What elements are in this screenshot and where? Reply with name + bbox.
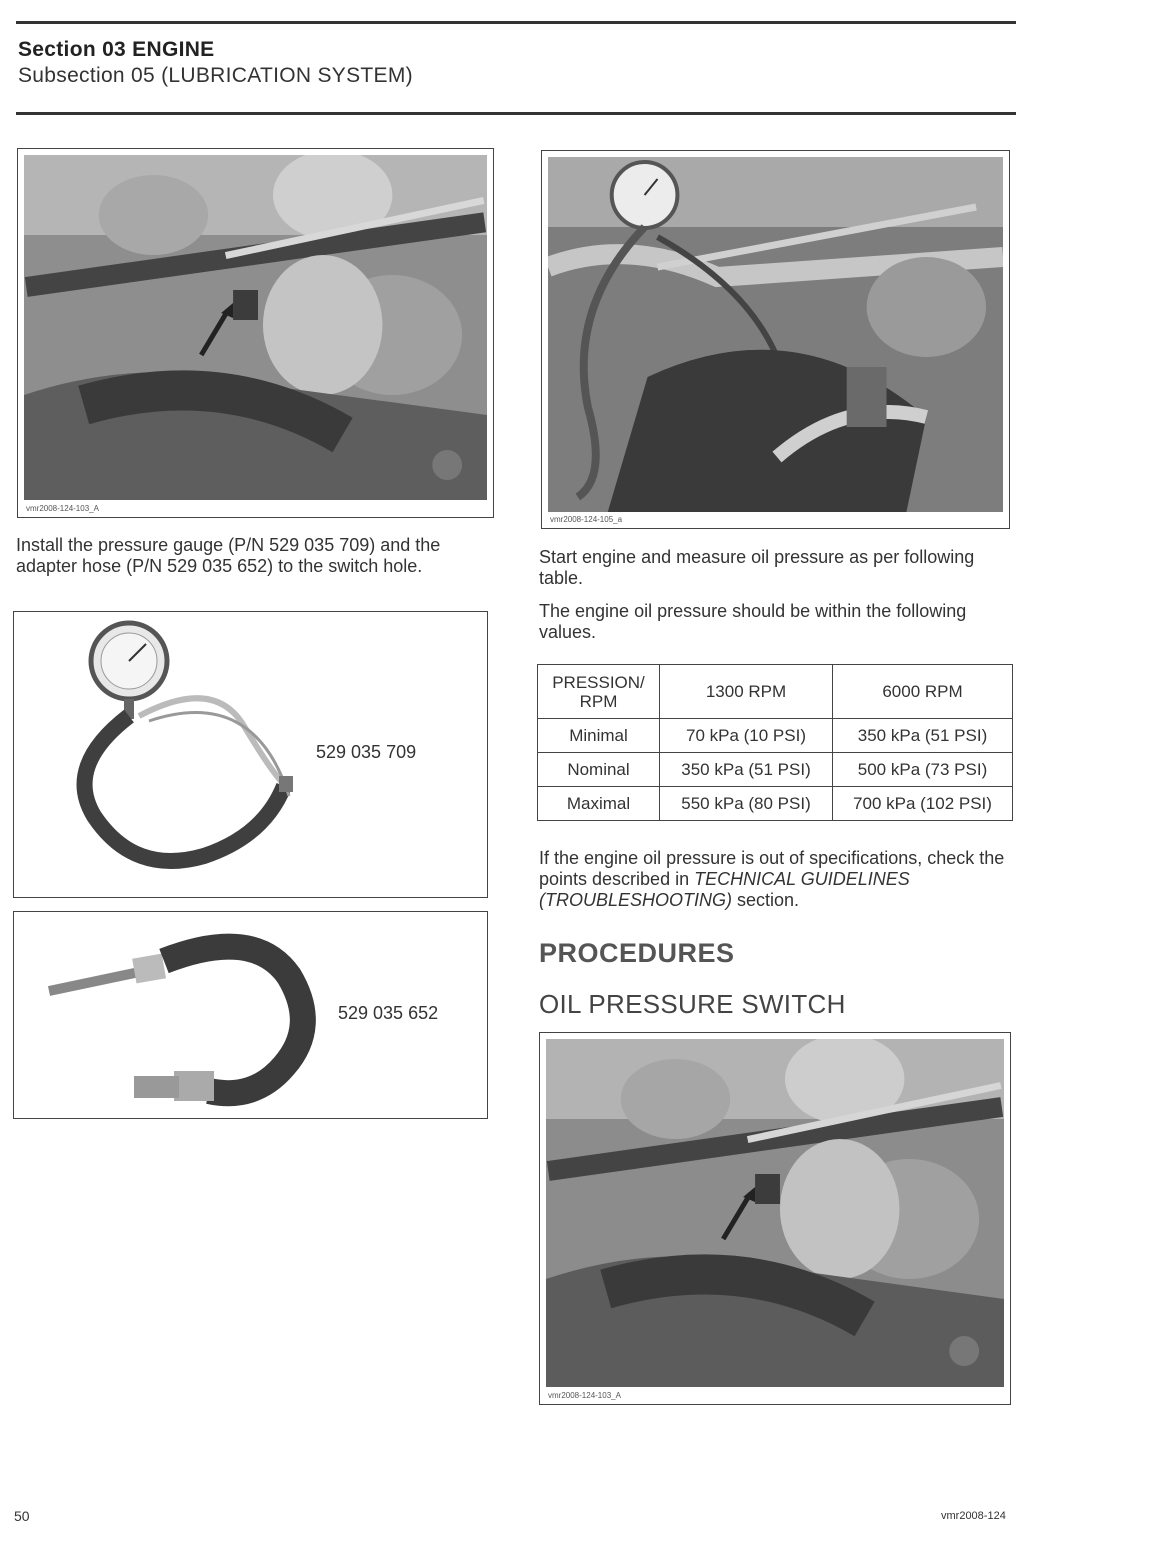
top-rule <box>16 21 1016 24</box>
table-cell: 350 kPa (51 PSI) <box>660 753 833 787</box>
header-rule <box>16 112 1016 115</box>
install-instruction: Install the pressure gauge (P/N 529 035 709) and the adapter hose (P/N 529 035 652) to the switch hole. <box>16 535 441 576</box>
adapter-hose-tool-box <box>13 911 488 1119</box>
adapter-hose-image <box>34 916 334 1116</box>
pressure-gauge-part-number: 529 035 709 <box>316 742 417 762</box>
engine-switch-image <box>24 155 487 500</box>
page-number: 50 <box>14 1508 30 1524</box>
subsection-label: Subsection 05 (LUBRICATION SYSTEM) <box>18 64 413 87</box>
table-cell: Maximal <box>538 787 660 821</box>
out-of-spec-text <box>539 848 1015 911</box>
troubleshooting-reference: TECHNICAL GUIDELINES (TROUBLESHOOTING) <box>539 869 910 910</box>
start-engine-instruction: Start engine and measure oil pressure as per following table. <box>539 547 975 588</box>
table-header-cell: 6000 RPM <box>833 665 1013 719</box>
table-cell: Nominal <box>538 753 660 787</box>
table-header-row <box>538 665 1013 719</box>
photo-caption: vmr2008-124-105_a <box>550 515 623 524</box>
section-label: Section 03 ENGINE <box>18 38 215 61</box>
table-header-cell: 1300 RPM <box>660 665 833 719</box>
table-row <box>538 787 1013 821</box>
out-of-spec-text-end: section. <box>732 890 800 910</box>
engine-switch-photo <box>17 148 494 518</box>
table-row <box>538 719 1013 753</box>
within-values-text: The engine oil pressure should be within the following values. <box>539 601 967 642</box>
oil-pressure-table <box>537 664 1013 821</box>
document-id: vmr2008-124 <box>941 1510 1006 1522</box>
table-cell: 500 kPa (73 PSI) <box>833 753 1013 787</box>
pressure-gauge-tool-box <box>13 611 488 898</box>
table-row <box>538 753 1013 787</box>
oil-pressure-switch-heading: OIL PRESSURE SWITCH <box>539 989 846 1019</box>
procedures-heading: PROCEDURES <box>539 938 735 968</box>
pressure-test-photo <box>541 150 1010 529</box>
table-cell: Minimal <box>538 719 660 753</box>
pressure-gauge-image <box>54 616 354 896</box>
table-header-cell: PRESSION/ RPM <box>538 665 660 719</box>
pressure-test-image <box>548 157 1003 512</box>
adapter-hose-part-number: 529 035 652 <box>338 1003 439 1023</box>
oil-pressure-switch-image <box>546 1039 1004 1387</box>
photo-caption: vmr2008-124-103_A <box>548 1391 621 1400</box>
table-cell: 550 kPa (80 PSI) <box>660 787 833 821</box>
oil-pressure-switch-photo <box>539 1032 1011 1405</box>
table-cell: 700 kPa (102 PSI) <box>833 787 1013 821</box>
page-header <box>18 38 413 88</box>
table-cell: 70 kPa (10 PSI) <box>660 719 833 753</box>
table-cell: 350 kPa (51 PSI) <box>833 719 1013 753</box>
photo-caption: vmr2008-124-103_A <box>26 504 99 513</box>
out-of-spec-text-start: If the engine oil pressure is out of specifications, check the points described in <box>539 848 1005 889</box>
